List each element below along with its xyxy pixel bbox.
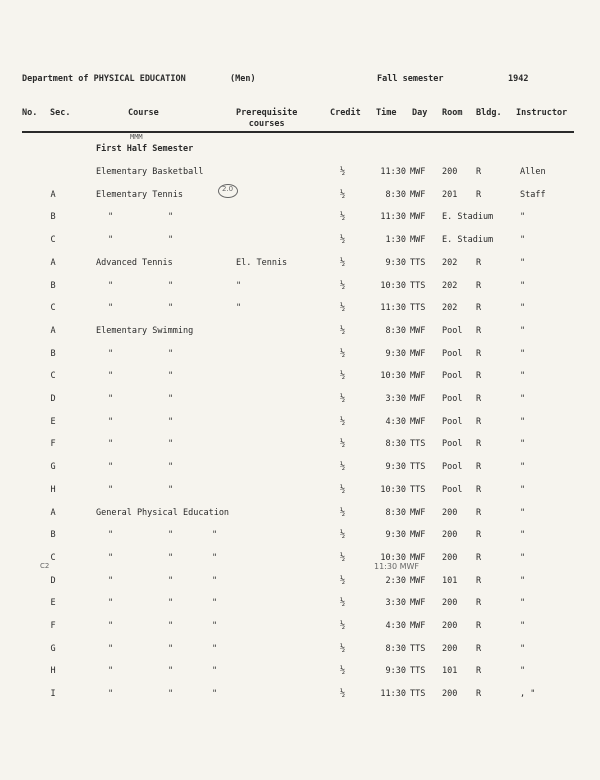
row-instructor: "	[520, 371, 526, 382]
row-room: 200	[442, 552, 458, 563]
row-building: R	[476, 598, 482, 609]
department-title: Department of PHYSICAL EDUCATION	[22, 74, 186, 84]
row-instructor: "	[520, 530, 526, 541]
col-instructor: Instructor	[516, 108, 568, 118]
row-ditto-1: "	[108, 394, 114, 404]
table-row	[0, 621, 600, 635]
row-time: 4:30	[385, 416, 406, 427]
row-instructor: "	[520, 416, 526, 427]
handwritten-margin-c2: C2	[40, 562, 50, 570]
row-ditto-2: "	[168, 371, 174, 382]
row-credit: ½	[340, 598, 346, 609]
row-section: D	[50, 394, 56, 404]
row-ditto-3: "	[212, 575, 218, 586]
row-credit: ½	[340, 689, 346, 700]
row-day: MWF	[410, 235, 426, 246]
row-ditto-2: "	[168, 643, 174, 654]
row-prerequisite: El. Tennis	[236, 257, 288, 268]
col-prerequisite	[236, 108, 297, 130]
row-day: MWF	[410, 416, 426, 427]
row-ditto-1: "	[108, 212, 114, 223]
row-course: Elementary Swimming	[96, 325, 194, 336]
row-instructor: "	[520, 235, 526, 246]
row-ditto-2: "	[168, 280, 174, 291]
row-day: MWF	[410, 552, 426, 563]
row-building: R	[476, 552, 482, 563]
row-building: R	[476, 666, 482, 677]
row-ditto-1: "	[108, 598, 114, 609]
row-ditto-2: "	[168, 666, 174, 677]
table-row	[0, 576, 600, 590]
row-ditto-3: "	[212, 689, 218, 700]
row-room: 101	[442, 666, 458, 677]
row-ditto-2: "	[168, 462, 174, 473]
row-room: 200	[442, 689, 458, 700]
row-building: R	[476, 371, 482, 382]
row-ditto-2: "	[168, 621, 174, 631]
row-room: 202	[442, 257, 458, 268]
row-room: Pool	[442, 439, 463, 450]
row-instructor: "	[520, 348, 526, 359]
row-instructor: Staff	[520, 189, 546, 200]
row-section: G	[50, 462, 56, 473]
row-building: R	[476, 167, 482, 177]
row-ditto-1: "	[108, 348, 114, 359]
row-credit: ½	[340, 575, 346, 586]
row-time: 1:30	[385, 235, 406, 246]
row-ditto-1: "	[108, 666, 114, 677]
header-rule	[22, 131, 574, 133]
row-time: 4:30	[385, 621, 406, 631]
table-row	[0, 394, 600, 408]
row-room: 202	[442, 280, 458, 291]
row-section: B	[50, 530, 56, 541]
row-time: 9:30	[385, 666, 406, 677]
col-prereq-line1: Prerequisite	[236, 108, 298, 118]
row-ditto-1: "	[108, 530, 114, 541]
row-day: TTS	[410, 666, 426, 677]
row-ditto-2: "	[168, 235, 174, 246]
row-credit: ½	[340, 394, 346, 404]
col-prereq-line2: courses	[248, 119, 285, 129]
row-room: Pool	[442, 325, 463, 336]
row-instructor: "	[520, 507, 526, 518]
row-day: MWF	[410, 348, 426, 359]
row-section: H	[50, 666, 56, 677]
row-time: 11:30	[380, 689, 406, 700]
row-section: A	[50, 507, 56, 518]
col-room: Room	[442, 108, 463, 118]
row-instructor: "	[520, 552, 526, 563]
struck-note: MMM	[130, 133, 143, 141]
row-time: 11:30	[380, 212, 406, 223]
row-instructor: "	[520, 462, 526, 473]
row-ditto-3: "	[212, 598, 218, 609]
col-sec: Sec.	[50, 108, 71, 118]
row-room: Pool	[442, 371, 463, 382]
row-instructor: , "	[520, 689, 536, 700]
row-building: R	[476, 530, 482, 541]
row-credit: ½	[340, 371, 346, 382]
row-day: MWF	[410, 189, 426, 200]
row-course: Advanced Tennis	[96, 257, 173, 268]
row-ditto-2: "	[168, 303, 174, 314]
row-day: MWF	[410, 325, 426, 336]
table-row	[0, 508, 600, 522]
row-ditto-2: "	[168, 394, 174, 404]
row-day: MWF	[410, 394, 426, 404]
row-section: F	[50, 439, 56, 450]
table-row	[0, 644, 600, 658]
table-row	[0, 417, 600, 431]
row-ditto-2: "	[168, 416, 174, 427]
row-room: Pool	[442, 484, 463, 495]
row-section: E	[50, 416, 56, 427]
table-row	[0, 190, 600, 204]
row-ditto-2: "	[168, 575, 174, 586]
row-ditto-1: "	[108, 643, 114, 654]
row-ditto-2: "	[168, 530, 174, 541]
row-course: Elementary Basketball	[96, 167, 204, 177]
row-instructor: "	[520, 280, 526, 291]
row-ditto-1: "	[108, 235, 114, 246]
row-building: R	[476, 507, 482, 518]
row-ditto-2: "	[168, 598, 174, 609]
row-section: I	[50, 689, 56, 700]
table-row	[0, 371, 600, 385]
row-ditto-2: "	[168, 552, 174, 563]
row-room: Pool	[442, 416, 463, 427]
row-day: TTS	[410, 303, 426, 314]
row-section: H	[50, 484, 56, 495]
row-building: R	[476, 394, 482, 404]
row-instructor: "	[520, 575, 526, 586]
row-day: MWF	[410, 371, 426, 382]
row-room: Pool	[442, 348, 463, 359]
row-credit: ½	[340, 507, 346, 518]
row-day: MWF	[410, 507, 426, 518]
row-section: B	[50, 348, 56, 359]
row-building: R	[476, 348, 482, 359]
row-time: 10:30	[380, 484, 406, 495]
row-instructor: "	[520, 257, 526, 268]
row-course: Elementary Tennis	[96, 189, 183, 200]
row-instructor: "	[520, 484, 526, 495]
row-building: R	[476, 189, 482, 200]
row-section: B	[50, 280, 56, 291]
row-room: Pool	[442, 462, 463, 473]
row-day: TTS	[410, 257, 426, 268]
row-ditto-1: "	[108, 621, 114, 631]
table-row	[0, 235, 600, 249]
row-room: 202	[442, 303, 458, 314]
row-credit: ½	[340, 280, 346, 291]
row-instructor: "	[520, 598, 526, 609]
document-header	[22, 74, 582, 88]
row-credit: ½	[340, 348, 346, 359]
row-time: 10:30	[380, 371, 406, 382]
table-row	[0, 462, 600, 476]
row-credit: ½	[340, 416, 346, 427]
row-day: MWF	[410, 575, 426, 586]
gender-label: (Men)	[230, 74, 256, 84]
row-time: 8:30	[385, 507, 406, 518]
row-credit: ½	[340, 212, 346, 223]
row-credit: ½	[340, 235, 346, 246]
row-day: TTS	[410, 462, 426, 473]
row-building: R	[476, 575, 482, 586]
row-credit: ½	[340, 257, 346, 268]
col-course: Course	[128, 108, 159, 118]
row-time: 8:30	[385, 439, 406, 450]
row-room: E. Stadium	[442, 212, 494, 223]
row-day: MWF	[410, 621, 426, 631]
row-ditto-1: "	[108, 552, 114, 563]
row-course: General Physical Education	[96, 507, 230, 518]
row-building: R	[476, 689, 482, 700]
col-no: No.	[22, 108, 38, 118]
table-row	[0, 439, 600, 453]
table-row	[0, 258, 600, 272]
section-title: First Half Semester	[96, 144, 194, 154]
table-row	[0, 666, 600, 680]
row-prerequisite: "	[236, 280, 242, 291]
row-building: R	[476, 280, 482, 291]
table-row	[0, 281, 600, 295]
row-ditto-1: "	[108, 462, 114, 473]
row-day: MWF	[410, 598, 426, 609]
row-day: TTS	[410, 643, 426, 654]
table-row	[0, 689, 600, 703]
row-credit: ½	[340, 552, 346, 563]
row-section: A	[50, 325, 56, 336]
table-row	[0, 598, 600, 612]
row-section: D	[50, 575, 56, 586]
row-section: A	[50, 189, 56, 200]
row-credit: ½	[340, 325, 346, 336]
row-building: R	[476, 484, 482, 495]
col-time: Time	[376, 108, 397, 118]
row-ditto-3: "	[212, 621, 218, 631]
row-ditto-2: "	[168, 212, 174, 223]
row-room: E. Stadium	[442, 235, 494, 246]
row-credit: ½	[340, 530, 346, 541]
row-instructor: "	[520, 325, 526, 336]
row-time: 3:30	[385, 598, 406, 609]
row-instructor: Allen	[520, 167, 546, 177]
table-row	[0, 553, 600, 567]
row-time: 8:30	[385, 189, 406, 200]
row-ditto-1: "	[108, 416, 114, 427]
row-day: TTS	[410, 484, 426, 495]
row-building: R	[476, 439, 482, 450]
row-time: 3:30	[385, 394, 406, 404]
row-room: 200	[442, 643, 458, 654]
col-day: Day	[412, 108, 428, 118]
row-time: 9:30	[385, 462, 406, 473]
row-instructor: "	[520, 303, 526, 314]
row-section: E	[50, 598, 56, 609]
row-building: R	[476, 257, 482, 268]
row-ditto-3: "	[212, 643, 218, 654]
row-section: G	[50, 643, 56, 654]
row-ditto-3: "	[212, 530, 218, 541]
row-credit: ½	[340, 462, 346, 473]
row-credit: ½	[340, 621, 346, 631]
table-row	[0, 326, 600, 340]
table-row	[0, 349, 600, 363]
row-room: 200	[442, 598, 458, 609]
row-building: R	[476, 643, 482, 654]
row-instructor: "	[520, 621, 526, 631]
row-prerequisite: "	[236, 303, 242, 314]
row-ditto-2: "	[168, 484, 174, 495]
handwritten-inserted-time: 11:30 MWF	[374, 562, 420, 571]
row-ditto-1: "	[108, 280, 114, 291]
row-credit: ½	[340, 643, 346, 654]
table-row	[0, 530, 600, 544]
table-row	[0, 212, 600, 226]
row-day: MWF	[410, 530, 426, 541]
row-day: TTS	[410, 280, 426, 291]
row-room: 200	[442, 167, 458, 177]
row-ditto-1: "	[108, 303, 114, 314]
row-ditto-3: "	[212, 552, 218, 563]
row-building: R	[476, 621, 482, 631]
row-room: 200	[442, 621, 458, 631]
row-section: A	[50, 257, 56, 268]
row-time: 8:30	[385, 325, 406, 336]
handwritten-circled-note: 2.0	[222, 185, 234, 193]
row-section: C	[50, 371, 56, 382]
row-day: MWF	[410, 212, 426, 223]
row-building: R	[476, 416, 482, 427]
row-ditto-2: "	[168, 439, 174, 450]
row-ditto-1: "	[108, 575, 114, 586]
row-section: C	[50, 235, 56, 246]
row-time: 10:30	[380, 280, 406, 291]
row-instructor: "	[520, 643, 526, 654]
row-ditto-1: "	[108, 371, 114, 382]
row-day: TTS	[410, 689, 426, 700]
row-credit: ½	[340, 666, 346, 677]
row-ditto-2: "	[168, 348, 174, 359]
row-credit: ½	[340, 189, 346, 200]
row-instructor: "	[520, 439, 526, 450]
row-instructor: "	[520, 394, 526, 404]
row-room: 201	[442, 189, 458, 200]
semester-label: Fall semester	[377, 74, 444, 84]
row-ditto-1: "	[108, 484, 114, 495]
row-room: Pool	[442, 394, 463, 404]
row-building: R	[476, 303, 482, 314]
row-room: 200	[442, 530, 458, 541]
row-time: 9:30	[385, 348, 406, 359]
row-ditto-2: "	[168, 689, 174, 700]
col-bldg: Bldg.	[476, 108, 502, 118]
row-building: R	[476, 325, 482, 336]
row-section: C	[50, 552, 56, 563]
year-label: 1942	[508, 74, 529, 84]
row-credit: ½	[340, 167, 346, 177]
row-section: C	[50, 303, 56, 314]
row-instructor: "	[520, 666, 526, 677]
table-row	[0, 485, 600, 499]
row-time: 8:30	[385, 643, 406, 654]
row-time: 11:30	[380, 167, 406, 177]
row-time: 11:30	[380, 303, 406, 314]
row-day: MWF	[410, 167, 426, 177]
row-time: 9:30	[385, 257, 406, 268]
row-room: 200	[442, 507, 458, 518]
row-building: R	[476, 462, 482, 473]
row-section: F	[50, 621, 56, 631]
col-credit: Credit	[330, 108, 361, 118]
row-time: 2:30	[385, 575, 406, 586]
row-ditto-1: "	[108, 439, 114, 450]
table-row	[0, 167, 600, 181]
row-section: B	[50, 212, 56, 223]
row-ditto-1: "	[108, 689, 114, 700]
row-credit: ½	[340, 303, 346, 314]
row-day: TTS	[410, 439, 426, 450]
table-row	[0, 303, 600, 317]
row-instructor: "	[520, 212, 526, 223]
row-time: 10:30	[380, 552, 406, 563]
row-credit: ½	[340, 439, 346, 450]
row-time: 9:30	[385, 530, 406, 541]
row-credit: ½	[340, 484, 346, 495]
row-ditto-3: "	[212, 666, 218, 677]
row-room: 101	[442, 575, 458, 586]
